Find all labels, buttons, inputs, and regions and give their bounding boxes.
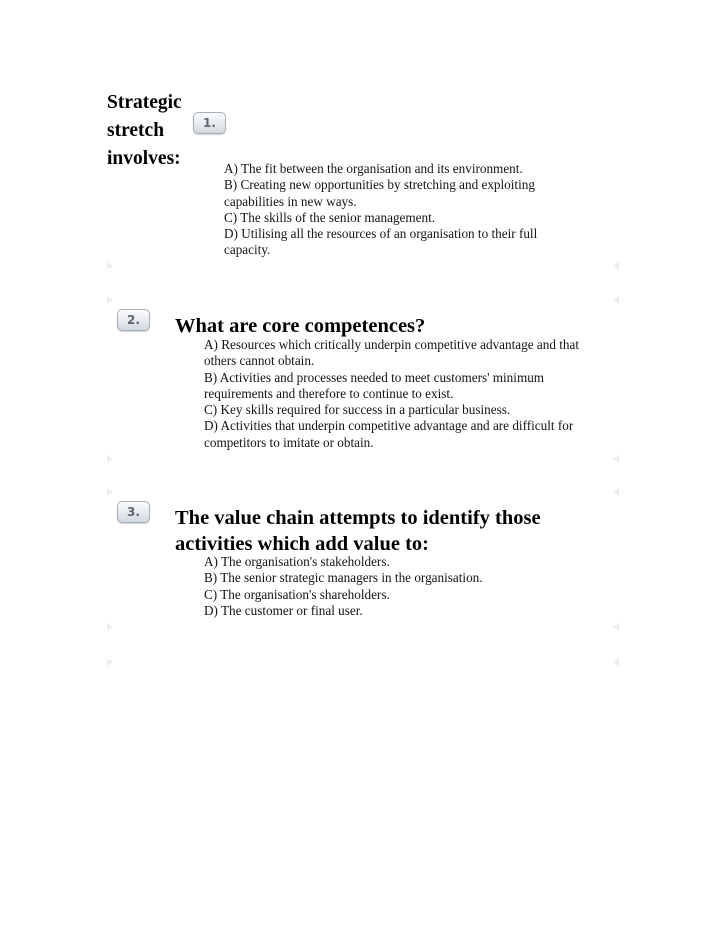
- answer-option: C) Key skills required for success in a particular business.: [204, 402, 511, 418]
- question-1-number-badge: 1.: [193, 112, 226, 134]
- separator-arrow-icon: [107, 623, 113, 631]
- question-3-heading-line: activities which add value to:: [175, 533, 429, 555]
- separator-arrow-icon: [613, 296, 619, 304]
- answer-option: B) Creating new opportunities by stretching and exploiting capabilities in new ways.: [224, 177, 535, 209]
- separator-arrow-icon: [107, 455, 113, 463]
- answer-option: B) Activities and processes needed to meet customers' minimum requirements and therefore to continue to exist.: [204, 369, 545, 401]
- separator-arrow-icon: [613, 488, 619, 496]
- separator-arrow-icon: [107, 488, 113, 496]
- answer-option: A) The organisation's stakeholders.: [204, 554, 390, 569]
- separator-arrow-icon: [107, 262, 113, 270]
- question-2-options: [204, 337, 614, 451]
- question-3-heading: [175, 505, 541, 557]
- answer-option: D) Activities that underpin competitive advantage and are difficult for competitors to imitate or obtain.: [204, 418, 574, 450]
- answer-option: D) The customer or final user.: [204, 602, 363, 618]
- answer-option: C) The skills of the senior management.: [224, 209, 436, 225]
- separator-arrow-icon: [613, 623, 619, 631]
- question-2-heading: What are core competences?: [175, 315, 426, 337]
- answer-option: B) The senior strategic managers in the organisation.: [204, 570, 483, 586]
- question-1-heading-line: stretch: [107, 120, 165, 141]
- question-3-number-badge: 3.: [117, 501, 150, 523]
- separator-arrow-icon: [613, 658, 619, 666]
- question-2-number-badge: 2.: [117, 309, 150, 331]
- answer-option: A) The fit between the organisation and its environment.: [224, 161, 523, 176]
- question-1-heading-line: Strategic: [107, 92, 182, 113]
- question-3-heading-line: The value chain attempts to identify those: [175, 507, 541, 529]
- question-1-heading-line: involves:: [107, 148, 181, 169]
- separator-arrow-icon: [613, 455, 619, 463]
- answer-option: D) Utilising all the resources of an organisation to their full capacity.: [224, 226, 538, 258]
- question-3-options: [204, 554, 604, 619]
- separator-arrow-icon: [613, 262, 619, 270]
- answer-option: A) Resources which critically underpin competitive advantage and that others cannot obtain.: [204, 337, 579, 369]
- separator-arrow-icon: [107, 296, 113, 304]
- question-1-heading: [107, 89, 182, 173]
- question-1-options: [224, 161, 584, 259]
- separator-arrow-icon: [107, 658, 113, 666]
- answer-option: C) The organisation's shareholders.: [204, 586, 390, 602]
